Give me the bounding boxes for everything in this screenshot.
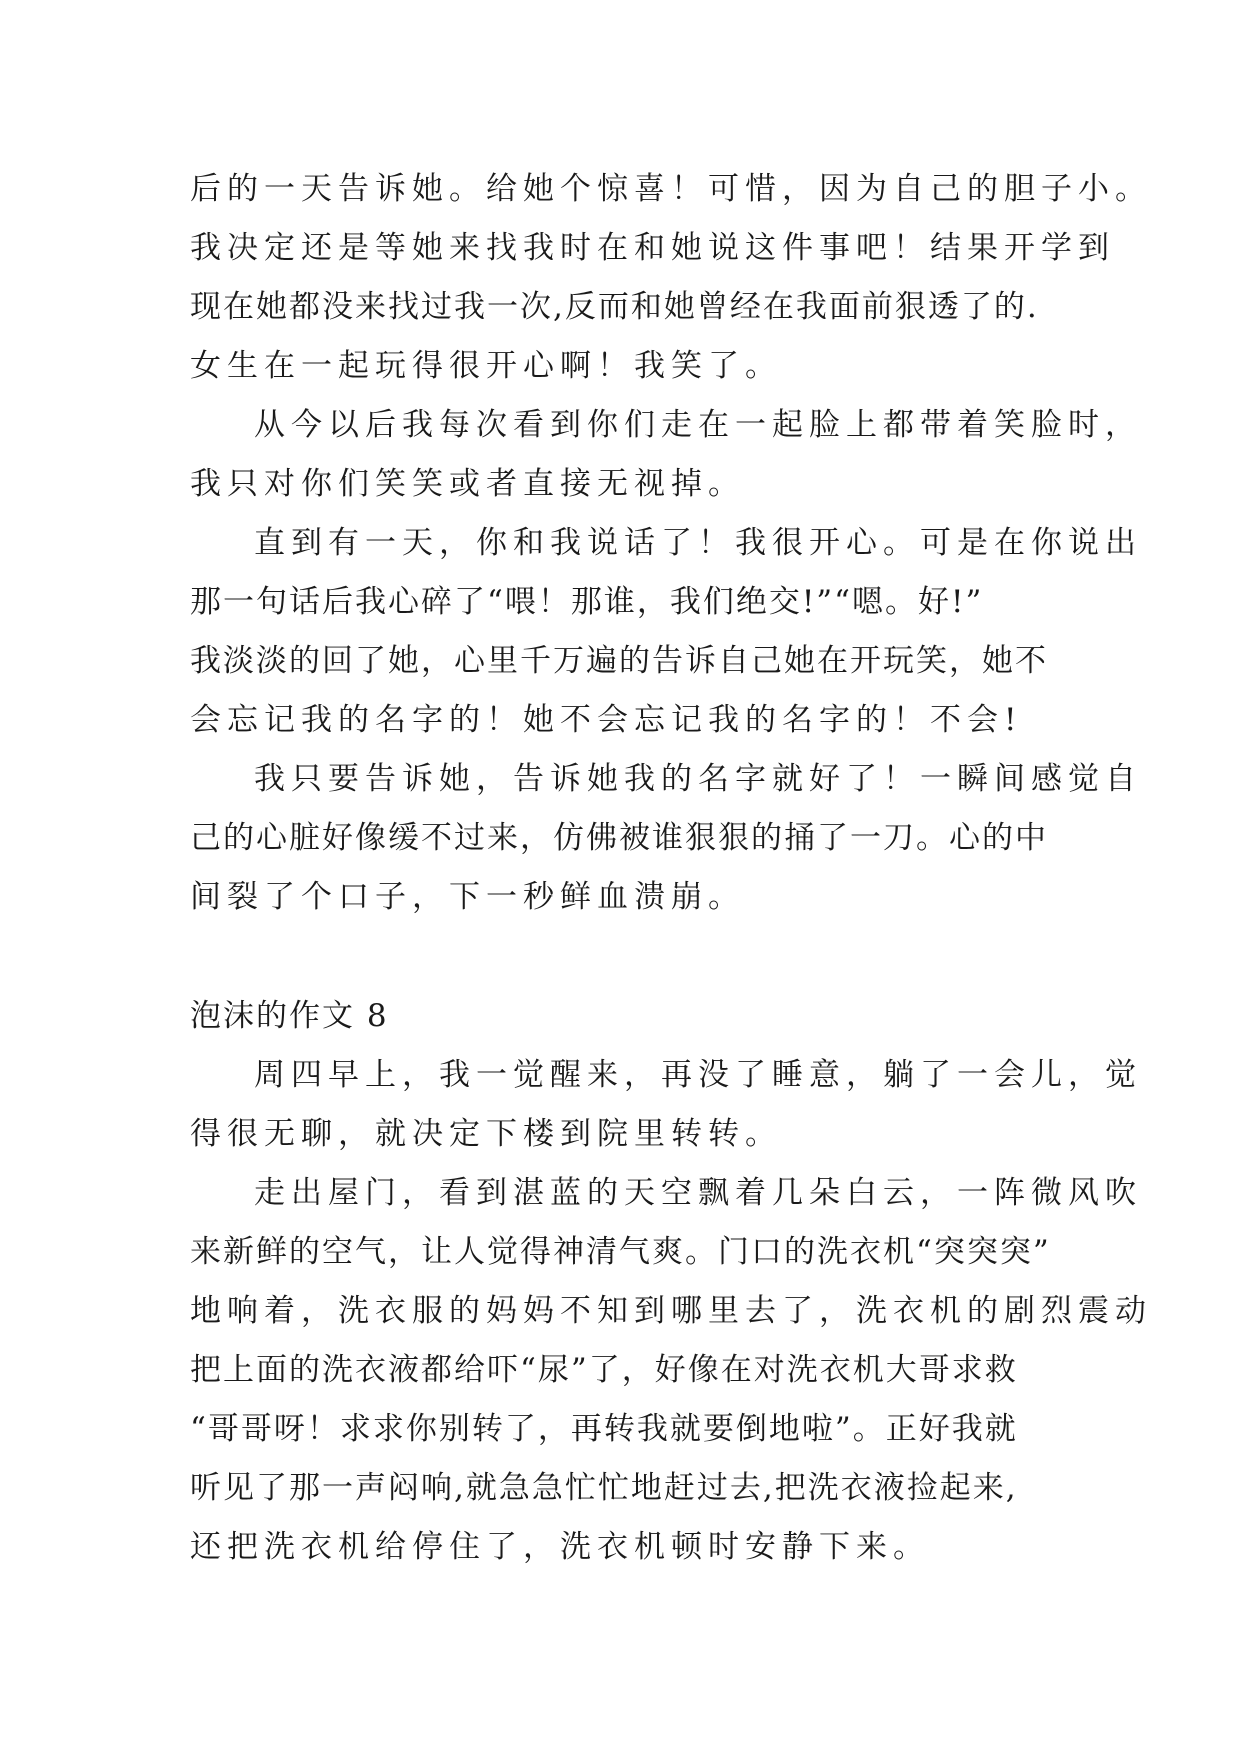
text-line: 得很无聊，就决定下楼到院里转转。 [190,1116,782,1152]
text-line: 会忘记我的名字的！她不会忘记我的名字的！不会! [190,702,1023,738]
section-gap [190,927,1060,987]
text-line: 间裂了个口子，下一秒鲜血溃崩。 [190,879,745,915]
text-line: 后的一天告诉她。给她个惊喜！可惜，因为自己的胆子小。 [190,171,1152,207]
text-line: 那一句话后我心碎了“喂！那谁，我们绝交!”“嗯。好!” [190,584,984,620]
text-line: 周四早上，我一觉醒来，再没了睡意，躺了一会儿，觉 [254,1057,1142,1093]
text-line: 从今以后我每次看到你们走在一起脸上都带着笑脸时， [254,407,1142,443]
text-line: 来新鲜的空气，让人觉得神清气爽。门口的洗衣机“突突突” [190,1234,1051,1270]
text-line: 我淡淡的回了她，心里千万遍的告诉自己她在开玩笑，她不 [190,643,1048,679]
text-line: 直到有一天，你和我说话了！我很开心。可是在你说出 [254,525,1142,561]
text-line: 走出屋门，看到湛蓝的天空飘着几朵白云，一阵微风吹 [254,1175,1142,1211]
text-line: 我只对你们笑笑或者直接无视掉。 [190,466,745,502]
text-line: 我决定还是等她来找我时在和她说这件事吧！结果开学到 [190,230,1115,266]
text-line: 现在她都没来找过我一次,反而和她曾经在我面前狠透了的. [190,289,1039,325]
text-line: “哥哥呀！求求你别转了，再转我就要倒地啦”。正好我就 [190,1411,1018,1447]
text-line: 己的心脏好像缓不过来，仿佛被谁狠狠的捅了一刀。心的中 [190,820,1048,856]
text-line: 地响着，洗衣服的妈妈不知到哪里去了，洗衣机的剧烈震动 [190,1293,1152,1329]
essay-7-tail [190,160,1152,927]
text-line: 还把洗衣机给停住了，洗衣机顿时安静下来。 [190,1529,930,1565]
text-line: 我只要告诉她，告诉她我的名字就好了！一瞬间感觉自 [254,761,1142,797]
text-line: 听见了那一声闷响,就急急忙忙地赶过去,把洗衣液捡起来, [190,1470,1018,1506]
text-line: 把上面的洗衣液都给吓“尿”了，好像在对洗衣机大哥求救 [190,1352,1018,1388]
essay-8 [190,987,1152,1577]
document-page [190,160,1152,1577]
section-heading: 泡沫的作文 8 [190,998,389,1034]
text-line: 女生在一起玩得很开心啊！我笑了。 [190,348,782,384]
